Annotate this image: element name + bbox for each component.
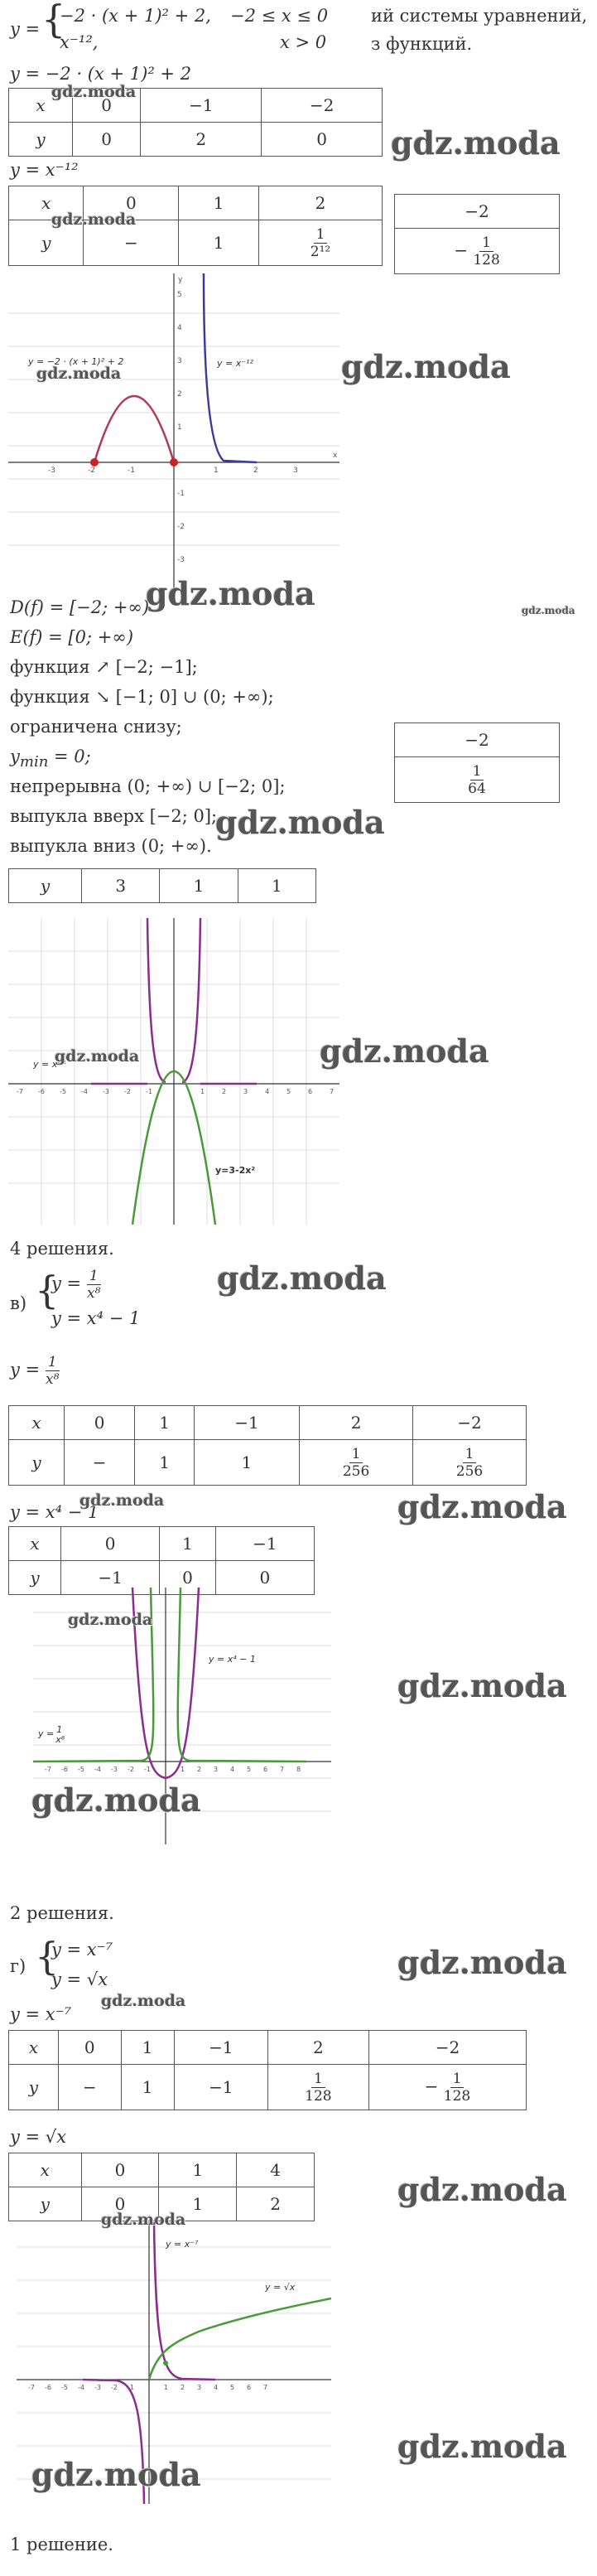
svg-text:4: 4 <box>265 1088 270 1095</box>
svg-text:-7: -7 <box>28 2384 35 2391</box>
fraction: $\frac{1}{256}$ <box>342 1445 370 1480</box>
side-table-2 <box>394 723 560 803</box>
system-brace: { <box>35 1268 60 1312</box>
table-cell: x <box>9 186 84 220</box>
fraction: $\frac{1}{\text{x⁸}}$ <box>87 1268 101 1302</box>
table-cell: 2 <box>259 186 383 220</box>
power-curve-right <box>182 918 200 1082</box>
table-cell: 0 <box>160 1561 215 1595</box>
table-inverse-x8 <box>8 1405 527 1486</box>
table-cell: x <box>9 2153 82 2187</box>
table-cell: −1 <box>215 1527 314 1561</box>
power-curve-left <box>147 918 166 1082</box>
intersection-point <box>90 458 99 466</box>
graph-1 <box>8 273 339 588</box>
table-cell: 2 <box>300 1406 413 1440</box>
table-cell: y <box>9 1561 61 1595</box>
table-cell: − <box>58 2065 121 2110</box>
svg-text:7: 7 <box>330 1088 335 1095</box>
table-cell: x <box>9 1527 61 1561</box>
watermark: gdz.moda <box>31 2456 201 2493</box>
table-cell: 1 <box>135 1440 195 1486</box>
svg-text:-5: -5 <box>61 2384 68 2391</box>
formula-x4: y = x⁴ − 1 <box>10 1502 99 1522</box>
svg-text:-3: -3 <box>177 556 185 564</box>
header-case1-cond: −2 ≤ x ≤ 0 <box>230 6 329 26</box>
table-cell: 0 <box>262 123 383 157</box>
fraction: $\frac{1}{128}$ <box>305 2070 332 2105</box>
svg-text:8: 8 <box>296 1766 301 1773</box>
svg-text:y: y <box>178 276 183 284</box>
formula-inverse-x8: y = $\frac{1}{\text{x⁸}}$ <box>10 1354 60 1388</box>
watermark: gdz.moda <box>68 1611 153 1629</box>
table-cell <box>395 757 560 803</box>
svg-text:-6: -6 <box>38 1088 45 1095</box>
table-cell: 0 <box>58 2031 121 2065</box>
watermark: gdz.moda <box>31 1781 201 1819</box>
svg-text:4: 4 <box>177 324 182 332</box>
table-cell: y <box>9 123 73 157</box>
table-cell: −1 <box>174 2031 267 2065</box>
svg-text:-2: -2 <box>124 1088 131 1095</box>
tick-labels <box>45 1766 301 1773</box>
watermark: gdz.moda <box>320 1032 489 1070</box>
svg-text:3: 3 <box>177 357 182 365</box>
watermark: gdz.moda <box>36 365 122 383</box>
svg-text:x: x <box>333 452 338 460</box>
svg-text:4: 4 <box>230 1766 235 1773</box>
svg-text:2: 2 <box>177 390 182 399</box>
table-cell: 4 <box>237 2153 315 2187</box>
svg-text:-4: -4 <box>94 1766 101 1773</box>
header-case1: −2 · (x + 1)² + 2, <box>60 6 211 26</box>
table-cell: −1 <box>174 2065 267 2110</box>
table-row <box>395 723 560 757</box>
tick-labels <box>28 2384 267 2391</box>
table-cell: −2 <box>395 723 560 757</box>
prop-range: E(f) = [0; +∞) <box>10 627 134 647</box>
svg-text:1: 1 <box>214 466 219 475</box>
svg-text:1: 1 <box>177 423 182 432</box>
fraction: $\frac{1}{\text{2¹²}}$ <box>310 225 331 260</box>
header-brace: { <box>41 0 66 41</box>
header-cut-text-2: з функций. <box>371 34 473 54</box>
svg-text:-5: -5 <box>60 1088 66 1095</box>
header-cut-text-1: ий системы уравнений, <box>371 6 588 26</box>
watermark: gdz.moda <box>101 2211 186 2229</box>
svg-text:-4: -4 <box>78 2384 84 2391</box>
table-cell: x <box>9 89 73 123</box>
table-cell: 1 <box>159 2187 237 2221</box>
table-cell: 0 <box>215 1561 314 1595</box>
watermark: gdz.moda <box>79 1491 165 1510</box>
table-cell: 3 <box>82 869 160 903</box>
svg-text:6: 6 <box>263 1766 268 1773</box>
table-cell: 1 <box>135 1406 195 1440</box>
table-row <box>9 2031 527 2065</box>
label-parabola: y=3-2x² <box>215 1165 256 1176</box>
watermark: gdz.moda <box>51 210 137 229</box>
table-cell: 0 <box>72 89 140 123</box>
table-cell: 0 <box>60 1527 159 1561</box>
svg-text:2: 2 <box>253 466 258 475</box>
svg-text:6: 6 <box>247 2384 252 2391</box>
table-cell: 1 <box>121 2031 174 2065</box>
prop-convex-up: выпукла вверх [−2; 0]; <box>10 806 218 826</box>
svg-text:5: 5 <box>177 291 182 299</box>
sqrt-curve <box>149 2298 331 2380</box>
prop-increasing: функция ↗ [−2; −1]; <box>10 657 198 677</box>
svg-text:4: 4 <box>214 2384 219 2391</box>
table-cell: − <box>84 220 179 266</box>
system-letter-v: в) <box>10 1293 27 1313</box>
svg-text:5: 5 <box>247 1766 252 1773</box>
svg-text:3: 3 <box>293 466 298 475</box>
table-cell: 1 <box>159 2153 237 2187</box>
svg-text:-3: -3 <box>94 2384 101 2391</box>
table-row <box>9 869 316 903</box>
table-cell: y <box>9 2187 82 2221</box>
svg-text:-1: -1 <box>128 466 135 475</box>
table-cell: y <box>9 220 84 266</box>
table-cell: 0 <box>81 2187 159 2221</box>
svg-text:7: 7 <box>280 1766 285 1773</box>
table-cell: −2 <box>262 89 383 123</box>
svg-text:-2: -2 <box>128 1766 134 1773</box>
svg-text:1: 1 <box>181 1766 185 1773</box>
tick-labels <box>48 276 338 564</box>
table-row <box>9 1406 527 1440</box>
formula-parabola: y = −2 · (x + 1)² + 2 <box>10 64 192 84</box>
table-cell: 0 <box>65 1406 135 1440</box>
system-letter-g: г) <box>10 1956 26 1976</box>
watermark: gdz.moda <box>397 1944 567 1981</box>
header-case2: x⁻¹², <box>60 32 99 52</box>
svg-text:2: 2 <box>197 1766 202 1773</box>
formula-power-12: y = x⁻¹² <box>10 160 79 180</box>
table-cell: x <box>9 2031 59 2065</box>
table-cell: − $\frac{1}{128}$ <box>395 229 560 274</box>
system-eq2: y = x⁴ − 1 <box>51 1308 141 1328</box>
svg-text:-3: -3 <box>48 466 55 475</box>
table-cell: −1 <box>141 89 262 123</box>
fraction: $\frac{1}{128}$ <box>443 2070 471 2105</box>
svg-text:5: 5 <box>230 2384 235 2391</box>
watermark: gdz.moda <box>397 2171 567 2208</box>
table-cell: 2 <box>237 2187 315 2221</box>
parabola-curve <box>94 396 174 462</box>
watermark: gdz.moda <box>397 1488 567 1525</box>
table-cell: y <box>9 2065 59 2110</box>
table-cell: 1 <box>238 869 315 903</box>
table-cell: −1 <box>194 1406 299 1440</box>
table-cell <box>300 1440 413 1486</box>
svg-text:-6: -6 <box>61 1766 68 1773</box>
table-row <box>395 757 560 803</box>
table-power-7 <box>8 2030 527 2110</box>
table-cell: y <box>9 1440 65 1486</box>
watermark: gdz.moda <box>341 348 511 385</box>
label-power-7: y = x⁻⁷ <box>166 2239 199 2250</box>
prop-domain: D(f) = [−2; +∞) <box>10 597 150 617</box>
label-power: y = x⁻¹² <box>217 358 253 369</box>
table-cell: 1 <box>179 186 259 220</box>
table-cell: −2 <box>395 195 560 229</box>
svg-text:-1: -1 <box>128 2384 134 2391</box>
svg-text:3: 3 <box>214 1766 219 1773</box>
formula-power-7: y = x⁻⁷ <box>10 2004 72 2024</box>
label-sqrt: y = √x <box>265 2282 296 2293</box>
system-eq1: y = $\frac{1}{\text{x⁸}}$ <box>51 1268 101 1302</box>
label-parabola: y = −2 · (x + 1)² + 2 <box>28 356 124 367</box>
table-cell: 1 <box>194 1440 299 1486</box>
svg-text:3: 3 <box>243 1088 248 1095</box>
table-cell: −2 <box>368 2031 526 2065</box>
watermark: gdz.moda <box>101 1992 186 2010</box>
table-cell: x <box>9 1406 65 1440</box>
svg-text:-1: -1 <box>144 1766 151 1773</box>
svg-text:-2: -2 <box>88 466 95 475</box>
answer-b: 4 решения. <box>10 1239 114 1259</box>
table-row <box>9 2065 527 2110</box>
system-eq2: y = √x <box>51 1969 108 1989</box>
tick-labels <box>17 1088 334 1095</box>
svg-text:-5: -5 <box>78 1766 84 1773</box>
svg-text:-6: -6 <box>45 2384 51 2391</box>
table-row <box>9 2153 315 2187</box>
watermark: gdz.moda <box>397 2428 567 2465</box>
header-y-eq: y = <box>10 19 41 39</box>
table-cell <box>413 1440 527 1486</box>
label-power: y = x⁻⁴ <box>33 1059 66 1070</box>
svg-text:1: 1 <box>200 1088 205 1095</box>
table-cell: −2 <box>413 1406 527 1440</box>
prop-bounded: ограничена снизу; <box>10 717 182 737</box>
svg-text:-1: -1 <box>177 490 185 498</box>
intersection-point <box>170 458 178 466</box>
table-cell: − $\frac{1}{128}$ <box>368 2065 526 2110</box>
table-cell: y <box>9 869 82 903</box>
table-cell <box>259 220 383 266</box>
prop-ymin: $y_{min} = 0$; <box>10 747 91 771</box>
header-case2-cond: x > 0 <box>280 32 327 52</box>
watermark: gdz.moda <box>146 575 315 612</box>
prop-continuous: непрерывна (0; +∞) ∪ [−2; 0]; <box>10 776 286 796</box>
watermark: gdz.moda <box>397 1667 567 1704</box>
table-cell: 1 <box>179 220 259 266</box>
table-row <box>395 229 560 274</box>
table-cell: 0 <box>72 123 140 157</box>
svg-text:-2: -2 <box>111 2384 118 2391</box>
watermark: gdz.moda <box>522 605 575 616</box>
table-cell: 0 <box>84 186 179 220</box>
table-x4 <box>8 1526 315 1595</box>
table-row-y <box>8 868 316 903</box>
fraction: $\frac{1}{128}$ <box>473 234 500 268</box>
prop-convex-down: выпукла вниз (0; +∞). <box>10 836 212 856</box>
graph-2 <box>8 918 339 1225</box>
fraction: $\frac{1}{256}$ <box>455 1445 484 1480</box>
table-row <box>395 195 560 229</box>
svg-text:-3: -3 <box>111 1766 118 1773</box>
watermark: gdz.moda <box>217 1259 387 1297</box>
table-cell: 1 <box>160 1527 215 1561</box>
watermark: gdz.moda <box>55 1047 140 1066</box>
svg-text:1: 1 <box>164 2384 169 2391</box>
svg-text:5: 5 <box>286 1088 291 1095</box>
svg-text:7: 7 <box>263 2384 268 2391</box>
svg-text:2: 2 <box>181 2384 185 2391</box>
svg-text:-7: -7 <box>45 1766 51 1773</box>
svg-text:-7: -7 <box>17 1088 23 1095</box>
fraction: $\frac{1}{\text{x⁸}}$ <box>46 1354 60 1388</box>
side-table-1 <box>394 194 560 274</box>
table-row <box>9 123 383 157</box>
svg-text:-2: -2 <box>177 523 185 531</box>
label-inverse: y = 1 x⁸ <box>38 1724 65 1745</box>
svg-text:-4: -4 <box>81 1088 88 1095</box>
fraction: $\frac{1}{64}$ <box>468 762 486 797</box>
label-quartic: y = x⁴ − 1 <box>209 1654 256 1665</box>
table-cell: 1 <box>160 869 238 903</box>
table-row <box>9 1440 527 1486</box>
svg-text:3: 3 <box>197 2384 202 2391</box>
table-cell: − <box>65 1440 135 1486</box>
table-row <box>9 1527 315 1561</box>
formula-sqrt: y = √x <box>10 2127 67 2147</box>
system-eq1: y = x⁻⁷ <box>51 1940 113 1960</box>
intersection-point <box>163 2361 168 2366</box>
table-cell <box>267 2065 368 2110</box>
table-cell: −1 <box>60 1561 159 1595</box>
svg-text:-1: -1 <box>146 1088 152 1095</box>
system-brace: { <box>35 1934 60 1979</box>
watermark: gdz.moda <box>215 804 385 841</box>
table-cell: 0 <box>81 2153 159 2187</box>
svg-text:6: 6 <box>308 1088 313 1095</box>
svg-text:2: 2 <box>222 1088 227 1095</box>
answer-v: 2 решения. <box>10 1903 114 1923</box>
answer-g: 1 решение. <box>10 2535 113 2554</box>
table-cell: 2 <box>141 123 262 157</box>
svg-text:-3: -3 <box>103 1088 109 1095</box>
watermark: gdz.moda <box>51 83 137 101</box>
prop-decreasing: функция ↘ [−1; 0] ∪ (0; +∞); <box>10 687 274 707</box>
table-cell: 2 <box>267 2031 368 2065</box>
watermark: gdz.moda <box>391 124 561 162</box>
table-cell: 1 <box>121 2065 174 2110</box>
